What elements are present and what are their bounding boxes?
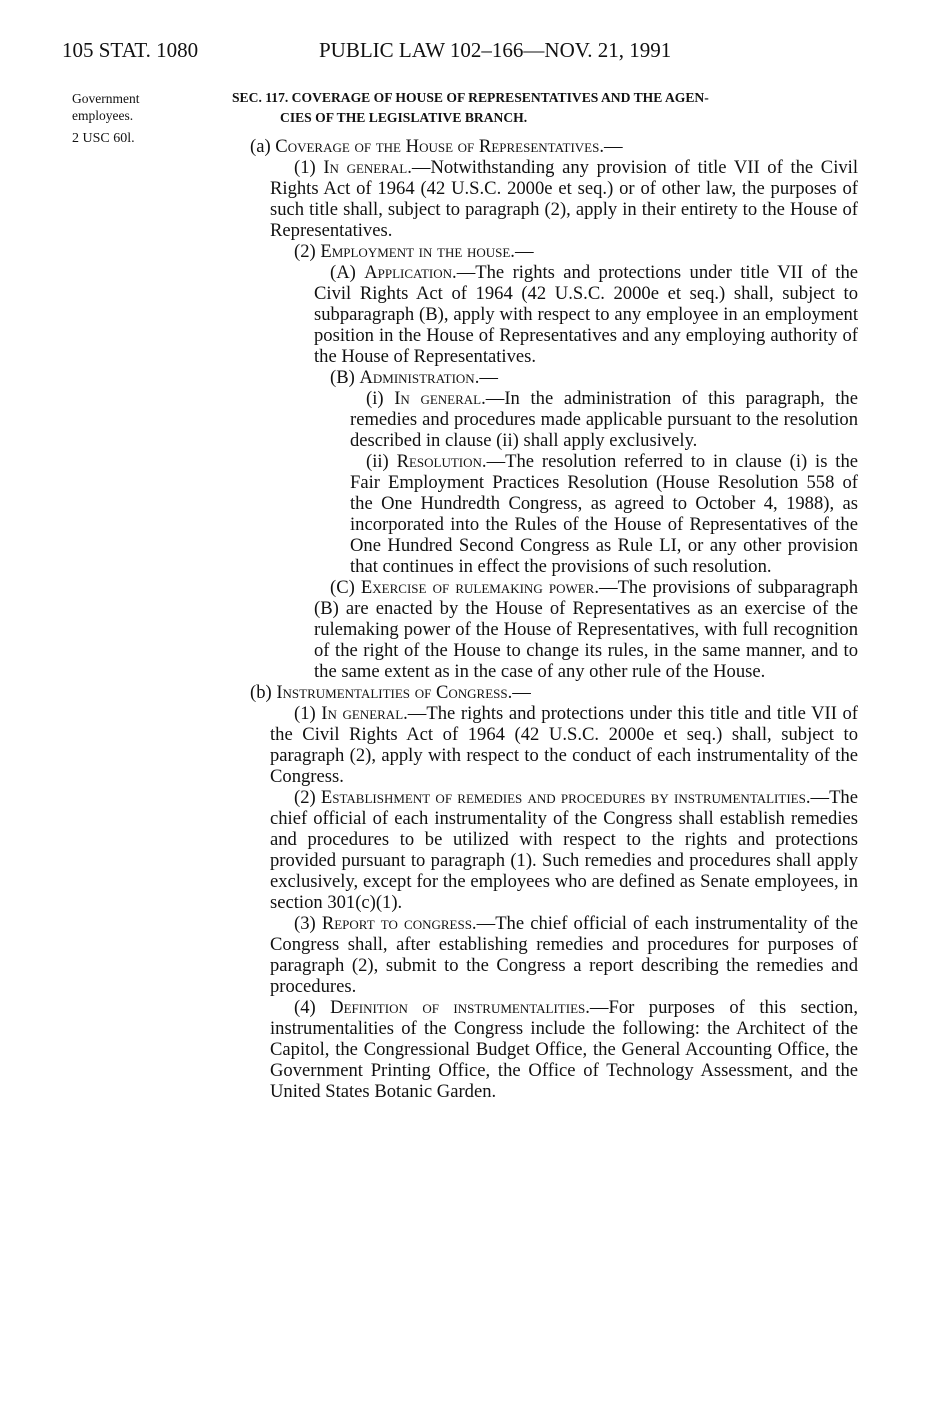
subsection-a-label: (a) [250, 136, 276, 157]
paragraph-a2-title: Employment in the house.— [320, 241, 534, 262]
subparagraph-a2A-title: Application. [364, 262, 457, 283]
margin-citation: 2 USC 60l. [72, 131, 135, 146]
subparagraph-a2C-label: (C) [330, 577, 361, 598]
clause-a2Bii-title: Resolution. [396, 451, 487, 472]
paragraph-b3 [270, 913, 858, 997]
paragraph-a1 [270, 157, 858, 241]
subparagraph-a2C [270, 577, 858, 682]
subsection-b-title: Instrumentalities of Congress.— [276, 682, 531, 703]
paragraph-a2-label: (2) [294, 241, 321, 262]
law-reference: PUBLIC LAW 102–166—NOV. 21, 1991 [319, 38, 672, 62]
subparagraph-a2A [270, 262, 858, 367]
subparagraph-a2B [270, 367, 858, 388]
paragraph-b4-title: Definition of instrumentalities. [330, 997, 590, 1018]
paragraph-b2-text: —The chief official of each instrumentality of the Congress shall establish remedies and procedures to be utilized with respect to the rights and protections provided pursuant to paragraph (1). Such remedies and procedures shall apply exclusively, except for the employees who are defined as Senate employees, in section 301(c)(1). [270, 787, 858, 913]
subparagraph-a2C-text: —The provisions of subparagraph (B) are enacted by the House of Representatives as an exercise of the rulemaking power of the House of Representatives, with full recognition of the right of the House to change its rules, in the same manner, and to the same extent as in the case of any other rule of the House. [314, 577, 858, 682]
page-reference: 105 STAT. 1080 [62, 38, 199, 62]
paragraph-b2-title: Establishment of remedies and procedures by instrumentalities. [320, 787, 811, 808]
paragraph-b1 [270, 703, 858, 787]
paragraph-b2 [270, 787, 858, 913]
paragraph-b3-label: (3) [294, 913, 322, 934]
clause-a2Bii-label: (ii) [366, 451, 397, 472]
subparagraph-a2B-label: (B) [330, 367, 360, 388]
subsection-a-title: Coverage of the House of Representatives.— [275, 136, 623, 157]
section-heading-line-1: SEC. 117. COVERAGE OF HOUSE OF REPRESENTATIVES AND THE AGEN- [232, 90, 709, 105]
paragraph-b4-text: —For purposes of this section, instrumentalities of the Congress include the following: the Architect of the Capitol, the Congressional Budget Office, the General Accounting Office, the Government Printing Office, the Office of Technology Assessment, and the United States Botanic Garden. [270, 997, 858, 1102]
paragraph-b4-label: (4) [294, 997, 331, 1018]
clause-a2Bi-title: In general. [394, 388, 486, 409]
subparagraph-a2A-text: —The rights and protections under title VII of the Civil Rights Act of 1964 (42 U.S.C. 2000e et seq.) shall, subject to subparagraph (B), apply with respect to any employee in an employment position in the House of Representatives and any employing authority of the House of Representatives. [314, 262, 858, 367]
running-head [62, 38, 882, 68]
clause-a2Bi [270, 388, 858, 451]
section-body [232, 88, 858, 1102]
paragraph-b1-label: (1) [294, 703, 322, 724]
subparagraph-a2C-title: Exercise of rulemaking power. [360, 577, 599, 598]
paragraph-a1-text: —Notwithstanding any provision of title VII of the Civil Rights Act of 1964 (42 U.S.C. 2000e et seq.) or of other law, the purposes of such title shall, subject to paragraph (2), apply in their entirety to the House of Representatives. [270, 157, 858, 241]
clause-a2Bii [270, 451, 858, 577]
margin-notes [72, 90, 212, 147]
margin-subject-line-1: Government [72, 91, 140, 106]
paragraph-a1-title: In general. [323, 157, 412, 178]
section-heading [232, 88, 858, 128]
paragraph-b4 [270, 997, 858, 1102]
clause-a2Bii-text: —The resolution referred to in clause (i) is the Fair Employment Practices Resolution (House Resolution 558 of the One Hundredth Congress, as agreed to October 4, 1988), as incorporated into the Rules of the House of Representatives of the One Hundred Second Congress as Rule LI, or any other provision that continues in effect the provisions of such resolution. [350, 451, 858, 577]
clause-a2Bi-text: —In the administration of this paragraph, the remedies and procedures made applicable pursuant to the resolution described in clause (ii) shall apply exclusively. [350, 388, 858, 451]
subsection-b [250, 682, 858, 703]
section-heading-line-2: CIES OF THE LEGISLATIVE BRANCH. [280, 110, 528, 125]
paragraph-b3-text: —The chief official of each instrumentality of the Congress shall, after establishing remedies and procedures for purposes of paragraph (2), submit to the Congress a report describing the remedies and procedures. [270, 913, 858, 997]
subparagraph-a2A-label: (A) [330, 262, 365, 283]
clause-a2Bi-label: (i) [366, 388, 395, 409]
subparagraph-a2B-title: Administration.— [359, 367, 498, 388]
paragraph-b1-text: —The rights and protections under this title and title VII of the Civil Rights Act of 1964 (42 U.S.C. 2000e et seq.) shall, subject to paragraph (2), apply with respect to the conduct of each instrumentality of the Congress. [270, 703, 858, 787]
paragraph-b1-title: In general. [321, 703, 408, 724]
paragraph-b3-title: Report to congress. [321, 913, 477, 934]
margin-subject-line-2: employees. [72, 108, 134, 123]
paragraph-a2 [270, 241, 858, 262]
paragraph-a1-label: (1) [294, 157, 324, 178]
subsection-b-label: (b) [250, 682, 277, 703]
subsection-a [250, 136, 858, 157]
paragraph-b2-label: (2) [294, 787, 321, 808]
